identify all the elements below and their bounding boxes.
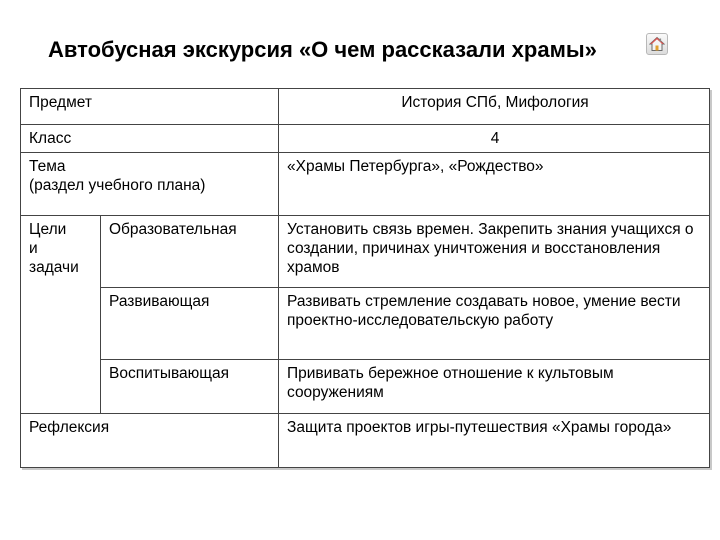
grade-row [21, 125, 710, 153]
home-button[interactable] [646, 33, 668, 55]
reflection-label: Рефлексия [21, 414, 279, 468]
theme-row [21, 153, 710, 216]
goal-text: Развивать стремление создавать новое, умение вести проектно-исследовательскую работу [279, 288, 710, 360]
theme-label: Тема (раздел учебного плана) [21, 153, 279, 216]
subject-value: История СПб, Мифология [279, 89, 710, 125]
reflection-row [21, 414, 710, 468]
reflection-value: Защита проектов игры-путешествия «Храмы города» [279, 414, 710, 468]
goal-text: Прививать бережное отношение к культовым сооружениям [279, 360, 710, 414]
theme-value: «Храмы Петербурга», «Рождество» [279, 153, 710, 216]
subject-label: Предмет [21, 89, 279, 125]
goal-row-educational [21, 216, 710, 288]
page-title: Автобусная экскурсия «О чем рассказали храмы» [48, 37, 597, 62]
goal-type: Развивающая [101, 288, 279, 360]
grade-value: 4 [279, 125, 710, 153]
grade-label: Класс [21, 125, 279, 153]
goal-row-developing [21, 288, 710, 360]
goals-label: Цели и задачи [21, 216, 101, 414]
goal-type: Воспитывающая [101, 360, 279, 414]
goal-type: Образовательная [101, 216, 279, 288]
subject-row [21, 89, 710, 125]
goal-text: Установить связь времен. Закрепить знания учащихся о создании, причинах уничтожения и восстановления храмов [279, 216, 710, 288]
home-icon [649, 36, 665, 52]
lesson-table [20, 88, 710, 468]
goal-row-upbringing [21, 360, 710, 414]
